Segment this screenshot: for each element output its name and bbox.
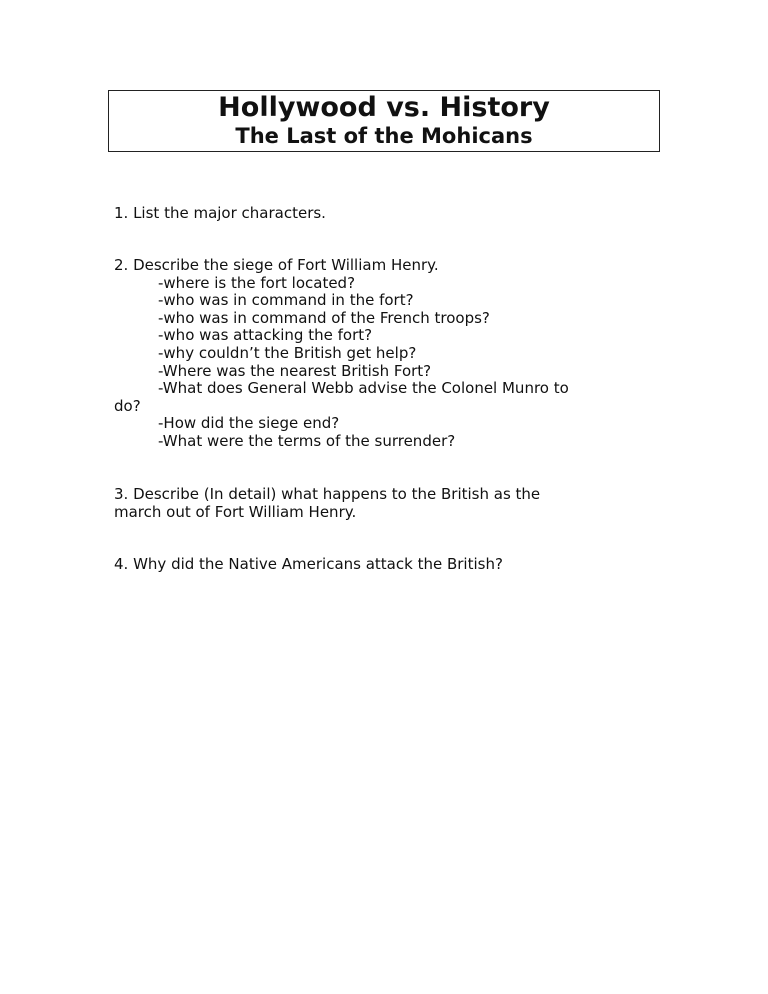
question-2-sub-9: -What were the terms of the surrender?	[158, 431, 456, 450]
question-3-line-1: 3. Describe (In detail) what happens to the British as the	[114, 485, 541, 503]
question-2	[114, 257, 654, 451]
question-2-sub-4: -who was attacking the fort?	[158, 326, 373, 345]
question-2-sub-1: -where is the fort located?	[158, 273, 356, 292]
question-2-text: 2. Describe the siege of Fort William Henry.	[114, 256, 439, 274]
title-box	[108, 90, 660, 152]
question-3	[114, 486, 654, 521]
question-2-sub-5: -why couldn’t the British get help?	[158, 343, 417, 362]
question-3-line-2: march out of Fort William Henry.	[114, 502, 357, 521]
question-2-sub-8: -How did the siege end?	[158, 414, 340, 433]
question-4-text: 4. Why did the Native Americans attack the British?	[114, 555, 503, 573]
question-4	[114, 556, 654, 574]
question-2-sub-3: -who was in command of the French troops?	[158, 308, 490, 327]
question-2-sub-7: -What does General Webb advise the Colonel Munro to	[158, 379, 569, 398]
question-2-sub-2: -who was in command in the fort?	[158, 291, 414, 310]
page-subtitle: The Last of the Mohicans	[235, 124, 533, 148]
question-1-text: 1. List the major characters.	[114, 204, 326, 222]
question-1	[114, 205, 654, 223]
question-2-sub-7-wrap: do?	[114, 396, 141, 415]
question-2-sub-6: -Where was the nearest British Fort?	[158, 361, 432, 380]
page-title: Hollywood vs. History	[218, 92, 550, 123]
